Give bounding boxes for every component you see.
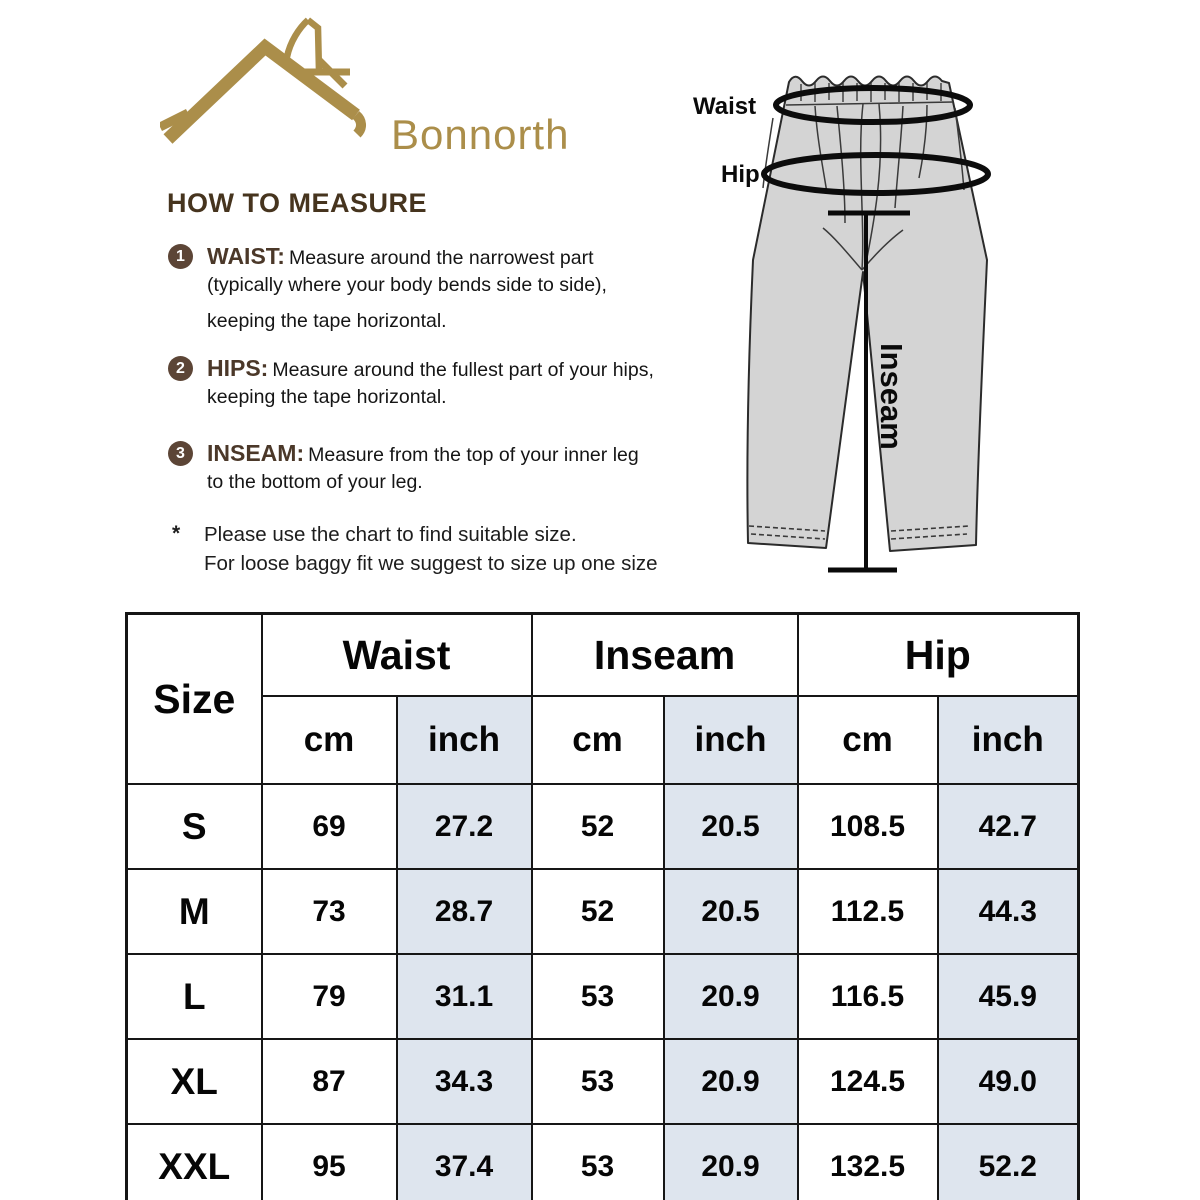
step-number-badge: 2 [168, 356, 193, 381]
step-line-1: Measure from the top of your inner leg [308, 444, 639, 466]
value-cell: 34.3 [397, 1039, 532, 1124]
value-cell: 53 [532, 954, 664, 1039]
table-row-l [127, 954, 1079, 1039]
size-corner-header: Size [127, 614, 262, 785]
step-number-badge: 3 [168, 441, 193, 466]
sizing-note [172, 520, 658, 578]
note-line-1: Please use the chart to find suitable size. [204, 523, 577, 546]
size-cell: XXL [127, 1124, 262, 1200]
value-cell: 20.5 [664, 869, 798, 954]
note-line-2: For loose baggy fit we suggest to size up one size [204, 552, 658, 575]
value-cell: 20.5 [664, 784, 798, 869]
value-cell: 52 [532, 869, 664, 954]
value-cell: 116.5 [798, 954, 938, 1039]
value-cell: 44.3 [938, 869, 1079, 954]
value-cell: 42.7 [938, 784, 1079, 869]
step-text [207, 355, 677, 411]
table-row-xxl [127, 1124, 1079, 1200]
brand-name: Bonnorth [391, 111, 570, 158]
step-line-1: Measure around the narrowest part [288, 247, 594, 269]
hip-diagram-label: Hip [721, 161, 760, 188]
size-cell: S [127, 784, 262, 869]
value-cell: 31.1 [397, 954, 532, 1039]
table-row-xl [127, 1039, 1079, 1124]
measure-step-inseam [168, 440, 677, 496]
value-cell: 87 [262, 1039, 397, 1124]
asterisk-marker: * [172, 522, 181, 545]
waist-diagram-label: Waist [693, 93, 757, 120]
value-cell: 37.4 [397, 1124, 532, 1200]
value-cell: 28.7 [397, 869, 532, 954]
value-cell: 79 [262, 954, 397, 1039]
step-line-2: (typically where your body bends side to side), [207, 274, 607, 296]
step-line-1: Measure around the fullest part of your hips, [272, 359, 654, 381]
step-text [207, 440, 677, 496]
value-cell: 95 [262, 1124, 397, 1200]
value-cell: 20.9 [664, 1039, 798, 1124]
value-cell: 108.5 [798, 784, 938, 869]
roof-bird-logo-icon [160, 15, 430, 150]
unit-header-cm: cm [798, 696, 938, 784]
value-cell: 69 [262, 784, 397, 869]
value-cell: 20.9 [664, 954, 798, 1039]
value-cell: 73 [262, 869, 397, 954]
value-cell: 52.2 [938, 1124, 1079, 1200]
brand-logo [160, 15, 570, 158]
unit-header-cm: cm [532, 696, 664, 784]
size-cell: L [127, 954, 262, 1039]
step-line-2: to the bottom of your leg. [207, 471, 423, 493]
table-group-header-row [127, 614, 1079, 697]
hip-group-header: Hip [798, 614, 1079, 697]
unit-header-inch: inch [397, 696, 532, 784]
table-row-s [127, 784, 1079, 869]
step-label: WAIST: [207, 243, 285, 269]
step-label: HIPS: [207, 355, 269, 381]
value-cell: 20.9 [664, 1124, 798, 1200]
size-cell: XL [127, 1039, 262, 1124]
value-cell: 124.5 [798, 1039, 938, 1124]
measure-step-hips [168, 355, 677, 411]
value-cell: 132.5 [798, 1124, 938, 1200]
size-cell: M [127, 869, 262, 954]
value-cell: 27.2 [397, 784, 532, 869]
unit-header-cm: cm [262, 696, 397, 784]
unit-header-inch: inch [664, 696, 798, 784]
how-to-measure-title: HOW TO MEASURE [167, 188, 428, 218]
step-label: INSEAM: [207, 440, 305, 466]
value-cell: 53 [532, 1039, 664, 1124]
pants-illustration-icon [665, 48, 1110, 593]
value-cell: 49.0 [938, 1039, 1079, 1124]
size-chart-table [125, 612, 1080, 1200]
inseam-group-header: Inseam [532, 614, 798, 697]
step-text [207, 243, 677, 335]
unit-header-inch: inch [938, 696, 1079, 784]
value-cell: 53 [532, 1124, 664, 1200]
table-row-m [127, 869, 1079, 954]
step-line-2: keeping the tape horizontal. [207, 386, 447, 408]
inseam-diagram-label: Inseam [874, 343, 909, 450]
waist-group-header: Waist [262, 614, 532, 697]
step-line-3: keeping the tape horizontal. [207, 310, 447, 332]
value-cell: 112.5 [798, 869, 938, 954]
note-text [204, 520, 658, 578]
table-unit-header-row [127, 696, 1079, 784]
pants-measurement-diagram [665, 48, 1110, 593]
value-cell: 45.9 [938, 954, 1079, 1039]
measure-step-waist [168, 243, 677, 335]
step-number-badge: 1 [168, 244, 193, 269]
value-cell: 52 [532, 784, 664, 869]
